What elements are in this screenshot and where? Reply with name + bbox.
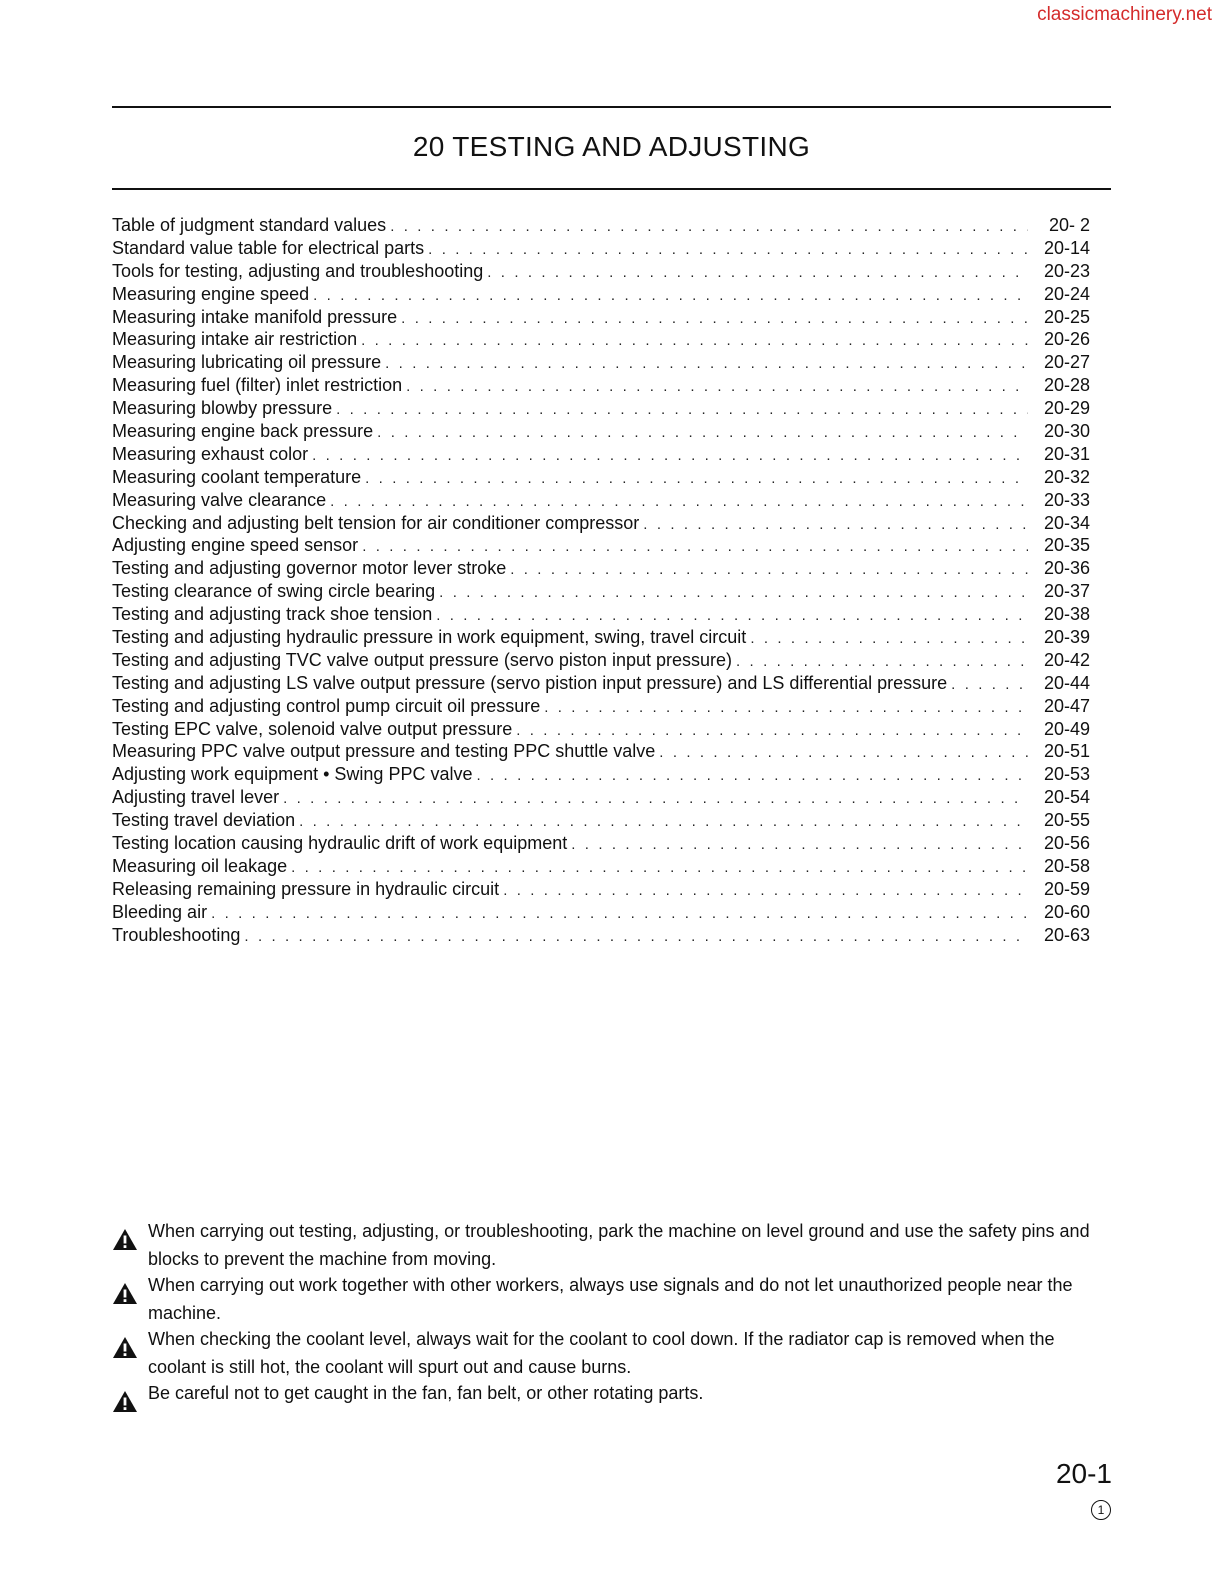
toc-entry (112, 809, 1090, 832)
toc-dot-leader (312, 445, 1028, 468)
toc-entry-title: Checking and adjusting belt tension for air conditioner compressor (112, 512, 640, 533)
revision-mark: 1 (1091, 1500, 1111, 1520)
toc-entry (112, 443, 1090, 466)
toc-entry-page: 20-29 (1043, 398, 1090, 419)
page-title: 20 TESTING AND ADJUSTING (412, 131, 811, 162)
toc-entry-title: Testing and adjusting track shoe tension (112, 604, 433, 625)
toc-entry-title: Measuring lubricating oil pressure (112, 352, 382, 373)
toc-entry-page: 20-33 (1043, 489, 1090, 510)
toc-dot-leader (385, 353, 1028, 376)
toc-entry (112, 855, 1090, 878)
toc-entry-page: 20-47 (1043, 695, 1090, 716)
toc-entry-title: Measuring engine speed (112, 283, 310, 304)
toc-entry (112, 626, 1090, 649)
toc-entry (112, 489, 1090, 512)
toc-dot-leader (244, 926, 1028, 949)
toc-dot-leader (291, 857, 1028, 880)
toc-dot-leader (401, 308, 1028, 331)
toc-dot-leader (299, 811, 1028, 834)
toc-dot-leader (503, 880, 1028, 903)
toc-entry (112, 351, 1090, 374)
toc-dot-leader (361, 330, 1028, 353)
toc-dot-leader (544, 697, 1028, 720)
toc-dot-leader (377, 422, 1028, 445)
toc-entry-title: Testing and adjusting governor motor lever stroke (112, 558, 507, 579)
toc-dot-leader (736, 651, 1028, 674)
warning-item (112, 1217, 1112, 1273)
toc-entry-page: 20-54 (1043, 787, 1090, 808)
toc-entry-title: Adjusting travel lever (112, 787, 280, 808)
toc-entry-title: Testing EPC valve, solenoid valve output pressure (112, 718, 513, 739)
toc-dot-leader (571, 834, 1028, 857)
toc-entry-page: 20-42 (1043, 649, 1090, 670)
toc-entry-title: Testing location causing hydraulic drift of work equipment (112, 833, 568, 854)
warning-text: Be careful not to get caught in the fan, fan belt, or other rotating parts. (148, 1383, 704, 1403)
toc-entry-page: 20-56 (1043, 833, 1090, 854)
toc-entry-title: Measuring intake air restriction (112, 329, 358, 350)
toc-entry-page: 20-25 (1043, 306, 1090, 327)
toc-entry-page: 20-58 (1043, 855, 1090, 876)
toc-entry-page: 20-49 (1043, 718, 1090, 739)
page-number: 20-1 (1055, 1458, 1112, 1489)
toc-entry (112, 649, 1090, 672)
toc-entry-page: 20-14 (1043, 237, 1090, 258)
toc-entry-page: 20-28 (1043, 375, 1090, 396)
toc-entry-title: Table of judgment standard values (112, 215, 387, 235)
toc-entry-title: Measuring oil leakage (112, 855, 288, 876)
toc-entry-title: Testing travel deviation (112, 810, 296, 831)
toc-entry-title: Tools for testing, adjusting and troubleshooting (112, 260, 484, 281)
toc-entry-page: 20-30 (1043, 421, 1090, 442)
toc-entry (112, 397, 1090, 420)
toc-entry-title: Bleeding air (112, 901, 208, 922)
warning-triangle-icon (112, 1271, 148, 1307)
bottom-rule (112, 188, 1111, 190)
toc-entry-title: Testing and adjusting LS valve output pressure (servo pistion input pressure) and LS differential pressure (112, 672, 948, 693)
toc-dot-leader (428, 239, 1028, 262)
toc-entry-page: 20-44 (1043, 672, 1090, 693)
watermark: classicmachinery.net (1037, 4, 1212, 25)
warning-text: When checking the coolant level, always wait for the coolant to cool down. If the radiator cap is removed when the coolant is still hot, the coolant will spurt out and cause burns. (148, 1329, 1055, 1377)
toc-dot-leader (313, 285, 1028, 308)
toc-entry (112, 901, 1090, 924)
warning-item (112, 1325, 1112, 1381)
toc-entry (112, 420, 1090, 443)
toc-entry-page: 20-26 (1043, 329, 1090, 350)
warning-text: When carrying out work together with other workers, always use signals and do not let unauthorized people near the machine. (148, 1275, 1073, 1323)
toc-entry-page: 20-59 (1043, 878, 1090, 899)
toc-entry-page: 20- 2 (1048, 215, 1090, 235)
toc-dot-leader (659, 742, 1028, 765)
toc-entry (112, 695, 1090, 718)
toc-entry-page: 20-51 (1043, 741, 1090, 762)
toc-dot-leader (390, 216, 1028, 239)
toc-dot-leader (643, 514, 1028, 537)
toc-entry (112, 878, 1090, 901)
toc-entry (112, 237, 1090, 260)
toc-entry-title: Measuring PPC valve output pressure and testing PPC shuttle valve (112, 741, 656, 762)
toc-dot-leader (211, 903, 1028, 926)
toc-dot-leader (406, 376, 1028, 399)
toc-entry-page: 20-23 (1043, 260, 1090, 281)
toc-dot-leader (365, 468, 1028, 491)
toc-entry (112, 306, 1090, 329)
toc-entry (112, 763, 1090, 786)
warning-text: When carrying out testing, adjusting, or troubleshooting, park the machine on level ground and use the safety pins and blocks to prevent the machine from moving. (148, 1221, 1090, 1269)
warning-item (112, 1271, 1112, 1327)
toc-entry-title: Measuring valve clearance (112, 489, 327, 510)
toc-entry-page: 20-39 (1043, 627, 1090, 648)
toc-dot-leader (362, 536, 1028, 559)
toc-entry-page: 20-37 (1043, 581, 1090, 602)
toc-entry-title: Measuring engine back pressure (112, 421, 374, 442)
top-rule (112, 106, 1111, 108)
toc-dot-leader (330, 491, 1028, 514)
toc-dot-leader (476, 765, 1028, 788)
toc-entry-page: 20-34 (1043, 512, 1090, 533)
toc-entry (112, 832, 1090, 855)
toc-entry-title: Adjusting work equipment • Swing PPC valve (112, 764, 473, 785)
toc-entry-title: Testing and adjusting hydraulic pressure in work equipment, swing, travel circuit (112, 627, 747, 648)
toc-entry (112, 214, 1090, 237)
toc-entry-page: 20-38 (1043, 604, 1090, 625)
toc-entry (112, 328, 1090, 351)
toc-entry (112, 260, 1090, 283)
toc-entry (112, 512, 1090, 535)
toc-entry-title: Measuring fuel (filter) inlet restriction (112, 375, 403, 396)
toc-entry-page: 20-55 (1043, 810, 1090, 831)
toc-dot-leader (516, 720, 1028, 743)
toc-entry-page: 20-36 (1043, 558, 1090, 579)
toc-entry (112, 786, 1090, 809)
toc-entry (112, 672, 1090, 695)
toc-entry (112, 374, 1090, 397)
toc-entry-page: 20-60 (1043, 901, 1090, 922)
toc-entry-title: Measuring coolant temperature (112, 466, 362, 487)
toc-entry-title: Testing clearance of swing circle bearing (112, 581, 436, 602)
toc-entry-page: 20-24 (1043, 283, 1090, 304)
toc-entry-title: Measuring exhaust color (112, 443, 309, 464)
toc-entry-title: Measuring intake manifold pressure (112, 306, 398, 327)
toc-dot-leader (436, 605, 1028, 628)
toc-entry-page: 20-63 (1043, 924, 1090, 945)
toc-entry-title: Measuring blowby pressure (112, 398, 333, 419)
warning-triangle-icon (112, 1379, 148, 1415)
toc-entry-title: Releasing remaining pressure in hydraulic circuit (112, 878, 500, 899)
toc-dot-leader (750, 628, 1028, 651)
warning-triangle-icon (112, 1217, 148, 1253)
toc-entry-title: Testing and adjusting TVC valve output pressure (servo piston input pressure) (112, 649, 732, 670)
toc-dot-leader (510, 559, 1028, 582)
warning-item (112, 1379, 1112, 1415)
toc-entry (112, 580, 1090, 603)
toc-entry (112, 740, 1090, 763)
toc-dot-leader (336, 399, 1028, 422)
toc-dot-leader (283, 788, 1028, 811)
toc-entry-title: Adjusting engine speed sensor (112, 535, 359, 556)
toc-dot-leader (439, 582, 1028, 605)
toc-entry-page: 20-32 (1043, 466, 1090, 487)
safety-warnings (112, 1217, 1112, 1413)
toc-entry (112, 283, 1090, 306)
toc-entry (112, 718, 1090, 741)
toc-entry (112, 466, 1090, 489)
toc-entry-title: Testing and adjusting control pump circuit oil pressure (112, 695, 541, 716)
table-of-contents (112, 214, 1090, 947)
toc-dot-leader (951, 674, 1028, 697)
warning-triangle-icon (112, 1325, 148, 1361)
toc-entry-title: Standard value table for electrical parts (112, 237, 425, 258)
toc-entry-page: 20-35 (1043, 535, 1090, 556)
toc-dot-leader (487, 262, 1028, 285)
toc-entry (112, 557, 1090, 580)
toc-entry (112, 924, 1090, 947)
toc-entry-page: 20-31 (1043, 443, 1090, 464)
toc-entry-page: 20-53 (1043, 764, 1090, 785)
toc-entry-title: Troubleshooting (112, 924, 241, 945)
toc-entry-page: 20-27 (1043, 352, 1090, 373)
toc-entry (112, 603, 1090, 626)
toc-entry (112, 534, 1090, 557)
